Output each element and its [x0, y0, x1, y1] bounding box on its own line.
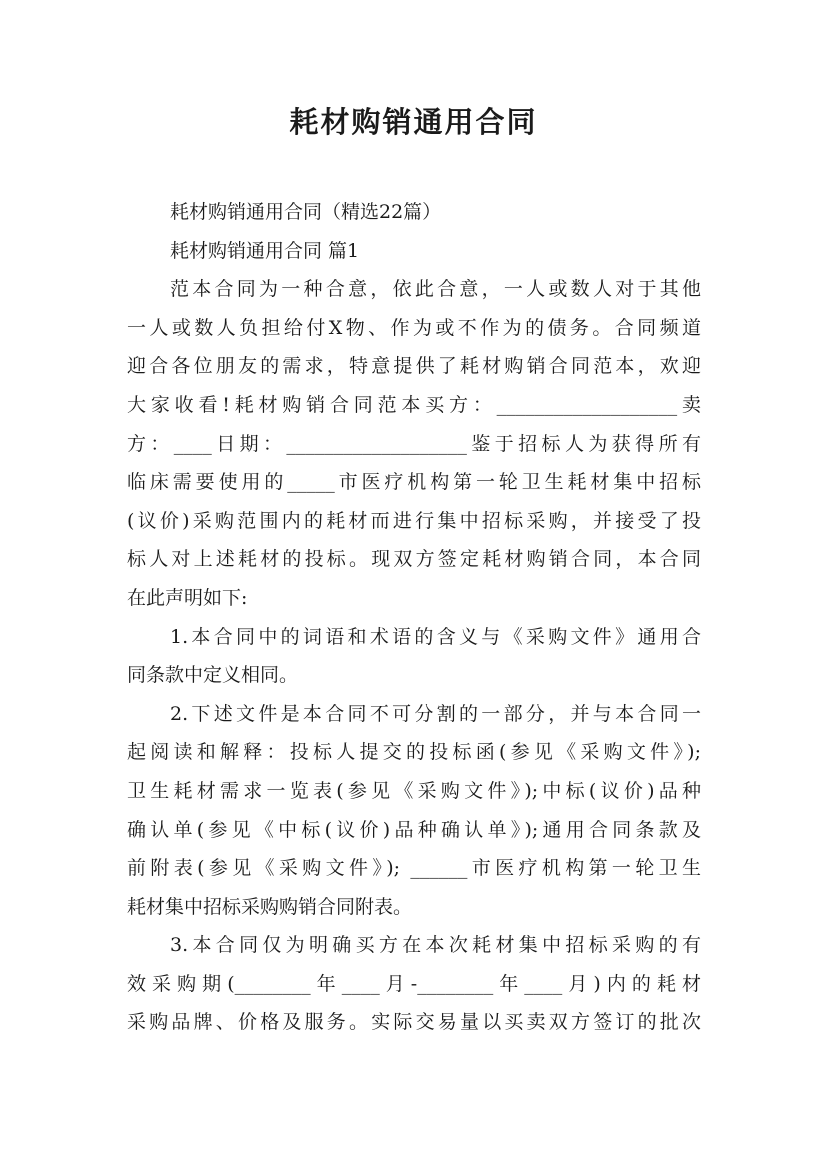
- text-line: 大家收看!耗材购销合同范本买方：___________________卖: [127, 393, 701, 416]
- text-line: 一人或数人负担给付X物、作为或不作为的债务。合同频道: [127, 316, 701, 339]
- text-line: 在此声明如下:: [127, 586, 248, 609]
- text-line: 方：____日期：___________________鉴于招标人为获得所有: [127, 432, 701, 455]
- text-line: 范本合同为一种合意，依此合意，一人或数人对于其他: [170, 278, 701, 301]
- text-line: 起阅读和解释：投标人提交的投标函(参见《采购文件》);: [127, 741, 701, 764]
- document-title: 耗材购销通用合同: [289, 105, 538, 139]
- document-body: [127, 193, 701, 1042]
- text-line: 标人对上述耗材的投标。现双方签定耗材购销合同，本合同: [127, 548, 701, 571]
- text-line: 耗材集中招标采购购销合同附表。: [127, 895, 413, 918]
- text-line: 前附表(参见《采购文件》); ______市医疗机构第一轮卫生: [127, 857, 701, 880]
- text-line: 卫生耗材需求一览表(参见《采购文件》);中标(议价)品种: [127, 779, 701, 802]
- text-line: 同条款中定义相同。: [127, 664, 299, 687]
- text-line: 采购品牌、价格及服务。实际交易量以买卖双方签订的批次: [127, 1011, 701, 1034]
- text-line: 确认单(参见《中标(议价)品种确认单》);通用合同条款及: [127, 818, 701, 841]
- text-line: 迎合各位朋友的需求，特意提供了耗材购销合同范本，欢迎: [127, 355, 701, 378]
- text-line: 3.本合同仅为明确买方在本次耗材集中招标采购的有: [170, 934, 701, 957]
- text-line: 耗材购销通用合同（精选22篇）: [170, 201, 442, 223]
- text-line: 临床需要使用的_____市医疗机构第一轮卫生耗材集中招标: [127, 471, 701, 494]
- text-line: 1.本合同中的词语和术语的含义与《采购文件》通用合: [170, 625, 701, 648]
- text-line: 耗材购销通用合同 篇1: [170, 239, 360, 262]
- text-line: 效采购期(________年____月-________年____月)内的耗材: [127, 972, 701, 995]
- text-line: (议价)采购范围内的耗材而进行集中招标采购，并接受了投: [127, 509, 701, 532]
- text-line: 2.下述文件是本合同不可分割的一部分，并与本合同一: [170, 702, 701, 725]
